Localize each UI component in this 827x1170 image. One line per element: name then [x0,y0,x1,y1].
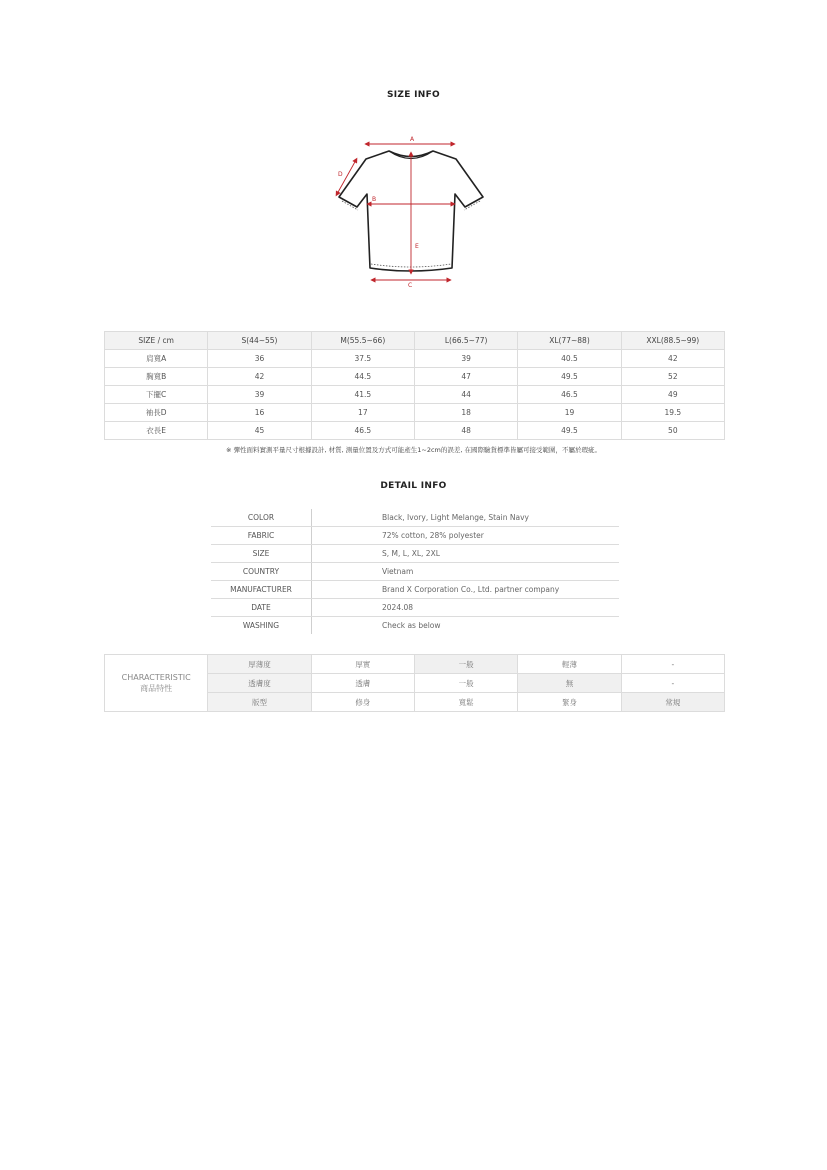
row-label: 胸寬B [105,368,208,386]
characteristic-table [104,654,725,712]
detail-row [211,527,619,545]
detail-value: S, M, L, XL, 2XL [312,545,620,563]
detail-label: DATE [211,599,312,617]
characteristic-title [105,655,208,712]
table-cell: 19.5 [621,404,724,422]
characteristic-row [105,655,725,674]
table-row [105,422,725,440]
table-cell: 40.5 [518,350,621,368]
table-cell: 19 [518,404,621,422]
label-b: B [372,196,377,203]
table-cell: 17 [311,404,414,422]
col-header: SIZE / cm [105,332,208,350]
detail-value: Vietnam [312,563,620,581]
characteristic-option: 透膚 [311,674,414,693]
tshirt-measurement-diagram [333,132,489,292]
table-cell: 45 [208,422,311,440]
characteristic-category: 透膚度 [208,674,311,693]
table-row [105,368,725,386]
size-table [104,331,725,440]
detail-label: COLOR [211,509,312,527]
characteristic-option: - [621,655,724,674]
characteristic-option: - [621,674,724,693]
detail-info-heading: DETAIL INFO [380,481,447,491]
characteristic-option: 一般 [414,674,517,693]
table-cell: 36 [208,350,311,368]
table-cell: 47 [414,368,517,386]
table-cell: 39 [414,350,517,368]
characteristic-option: 無 [518,674,621,693]
label-d: D [338,171,343,178]
table-cell: 44.5 [311,368,414,386]
col-header: XXL(88.5~99) [621,332,724,350]
size-note: ※ 彈性面料實測平量尺寸根據設計, 材質, 測量位置及方式可能產生1~2cm的誤差, 在國際驗貨標準皆屬可接受範圍，不屬於瑕疵。 [225,446,602,454]
label-a: A [410,136,415,143]
table-cell: 48 [414,422,517,440]
detail-value: Brand X Corporation Co., Ltd. partner company [312,581,620,599]
detail-label: SIZE [211,545,312,563]
detail-row [211,509,619,527]
table-row [105,386,725,404]
table-cell: 52 [621,368,724,386]
col-header: M(55.5~66) [311,332,414,350]
characteristic-option: 修身 [311,693,414,712]
table-cell: 18 [414,404,517,422]
col-header: L(66.5~77) [414,332,517,350]
label-e: E [415,243,419,250]
table-cell: 39 [208,386,311,404]
table-row [105,404,725,422]
detail-row [211,563,619,581]
table-cell: 44 [414,386,517,404]
detail-label: COUNTRY [211,563,312,581]
detail-value: Black, Ivory, Light Melange, Stain Navy [312,509,620,527]
detail-label: MANUFACTURER [211,581,312,599]
col-header: S(44~55) [208,332,311,350]
characteristic-title-zh: 商品特性 [140,684,173,693]
table-cell: 41.5 [311,386,414,404]
table-cell: 46.5 [518,386,621,404]
detail-value: 2024.08 [312,599,620,617]
row-label: 肩寬A [105,350,208,368]
detail-row [211,581,619,599]
table-cell: 16 [208,404,311,422]
row-label: 下擺C [105,386,208,404]
row-label: 袖長D [105,404,208,422]
detail-row [211,617,619,635]
characteristic-category: 版型 [208,693,311,712]
characteristic-option: 輕薄 [518,655,621,674]
table-cell: 49 [621,386,724,404]
col-header: XL(77~88) [518,332,621,350]
table-cell: 42 [621,350,724,368]
characteristic-option: 緊身 [518,693,621,712]
detail-value: Check as below [382,621,441,630]
characteristic-category: 厚薄度 [208,655,311,674]
table-cell: 49.5 [518,368,621,386]
table-cell: 42 [208,368,311,386]
table-cell: 46.5 [311,422,414,440]
size-info-heading: SIZE INFO [386,90,441,100]
table-cell: 49.5 [518,422,621,440]
table-cell: 50 [621,422,724,440]
characteristic-option: 厚實 [311,655,414,674]
detail-row [211,599,619,617]
label-c: C [408,282,413,289]
detail-label: FABRIC [211,527,312,545]
detail-label: WASHING [211,617,312,635]
detail-value: 72% cotton, 28% polyester [312,527,620,545]
size-table-header [105,332,725,350]
characteristic-option: 一般 [414,655,517,674]
characteristic-option: 常規 [621,693,724,712]
table-row [105,350,725,368]
detail-table [211,509,619,634]
detail-row [211,545,619,563]
characteristic-title-en: CHARACTERISTIC [121,673,191,682]
row-label: 衣長E [105,422,208,440]
table-cell: 37.5 [311,350,414,368]
characteristic-option: 寬鬆 [414,693,517,712]
